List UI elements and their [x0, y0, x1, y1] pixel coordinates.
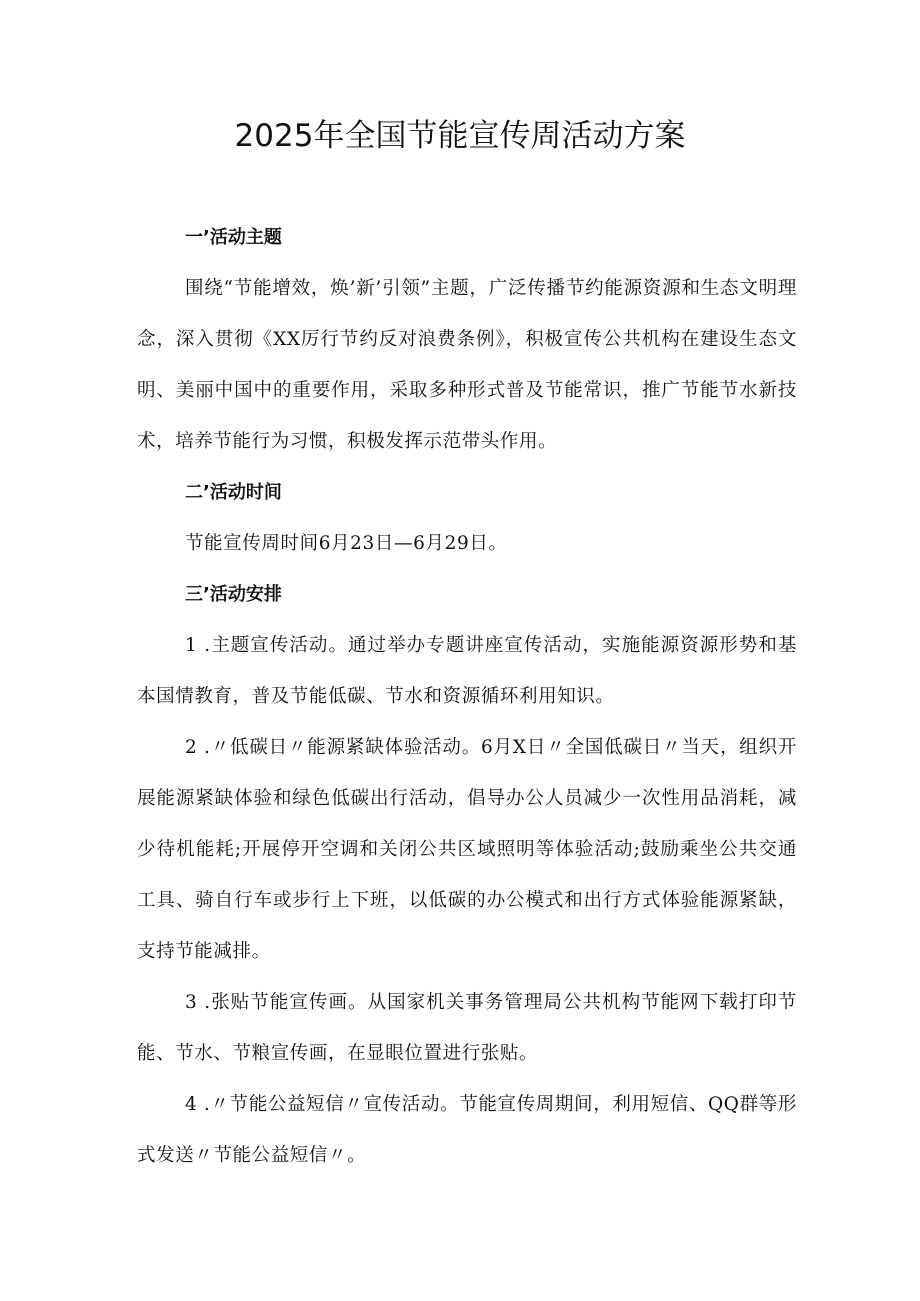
list-item: 1 .主题宣传活动。通过举办专题讲座宣传活动，实施能源资源形势和基本国情教育，普及节能低碳、节水和资源循环利用知识。: [137, 635, 797, 707]
section-heading: 三’活动安排: [185, 584, 282, 605]
paragraph: 围绕“节能增效，焕’新’引领”主题，广泛传播节约能源资源和生态文明理念，深入贯彻《XX厉行节约反对浪费条例》，积极宣传公共机构在建设生态文明、美丽中国中的重要作用，采取多种形式普及节能常识，推广节能节水新技术，培养节能行为习惯，积极发挥示范带头作用。: [137, 278, 797, 452]
section-time: [137, 467, 797, 569]
section-heading: 一’活动主题: [185, 227, 282, 248]
section-theme: [137, 212, 797, 467]
section-heading: 二’活动时间: [185, 482, 282, 503]
paragraph: 节能宣传周时间6月23日—6月29日。: [185, 533, 508, 554]
section-arrangement: [137, 569, 797, 1181]
list-item: 3 .张贴节能宣传画。从国家机关事务管理局公共机构节能网下载打印节能、节水、节粮宣传画，在显眼位置进行张贴。: [137, 992, 797, 1064]
document-body: [137, 212, 797, 1181]
list-item: 2 .〃低碳日〃能源紧缺体验活动。6月X日〃全国低碳日〃当天，组织开展能源紧缺体验和绿色低碳出行活动，倡导办公人员减少一次性用品消耗，减少待机能耗;开展停开空调和关闭公共区域照明等体验活动;鼓励乘坐公共交通工具、骑自行车或步行上下班，以低碳的办公模式和出行方式体验能源紧缺，支持节能减排。: [137, 737, 797, 962]
list-item: 4 .〃节能公益短信〃宣传活动。节能宣传周期间，利用短信、QQ群等形式发送〃节能公益短信〃。: [137, 1094, 797, 1166]
document-title: 2025年全国节能宣传周活动方案: [234, 118, 686, 154]
